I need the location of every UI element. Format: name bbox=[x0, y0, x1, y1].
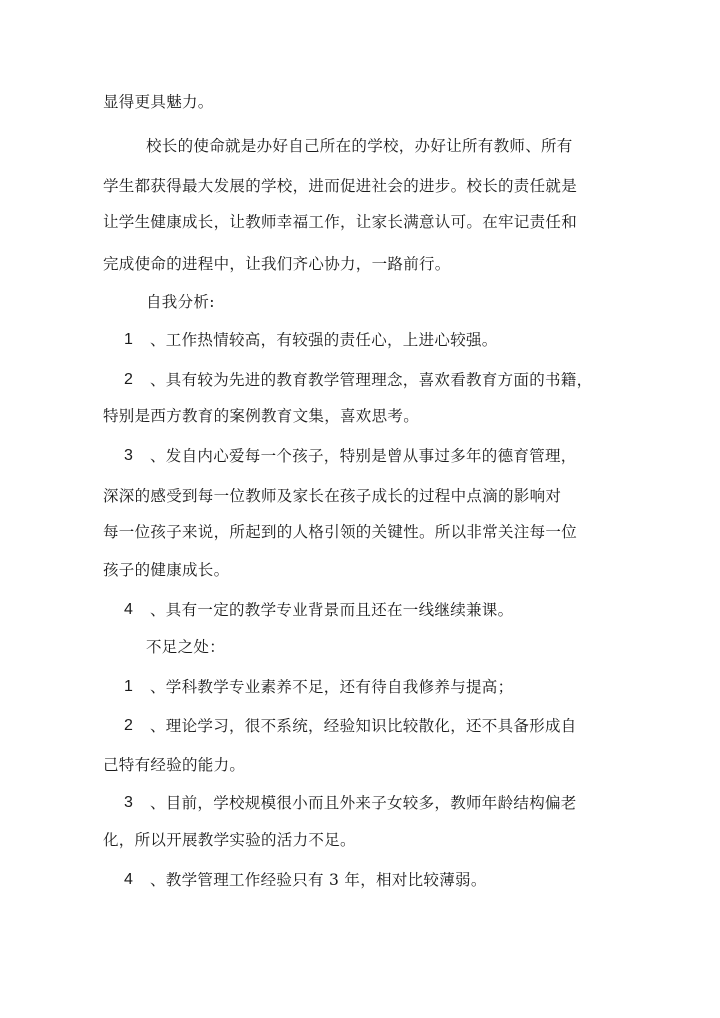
list-number: 2 bbox=[124, 717, 133, 734]
list-item-continuation: 每一位孩子来说，所起到的人格引领的关键性。所以非常关注每一位 bbox=[103, 523, 578, 541]
list-item-text: 、理论学习，很不系统，经验知识比较散化，还不具备形成自 bbox=[150, 717, 577, 735]
list-item-continuation: 己特有经验的能力。 bbox=[103, 756, 246, 774]
list-item-text: 、具有一定的教学专业背景而且还在一线继续兼课。 bbox=[150, 601, 514, 619]
list-number: 2 bbox=[124, 371, 133, 388]
list-number: 3 bbox=[124, 447, 133, 464]
paragraph-line: 显得更具魅力。 bbox=[103, 93, 214, 111]
list-item-text: 、学科教学专业素养不足，还有待自我修养与提高； bbox=[150, 678, 514, 696]
list-number: 3 bbox=[124, 794, 133, 811]
paragraph-line: 完成使命的进程中，让我们齐心协力，一路前行。 bbox=[103, 255, 451, 273]
list-number: 4 bbox=[124, 601, 133, 618]
list-item-text: 、教学管理工作经验只有 3 年，相对比较薄弱。 bbox=[150, 871, 487, 889]
list-item-continuation: 化，所以开展教学实验的活力不足。 bbox=[103, 831, 356, 849]
list-item-continuation: 特别是西方教育的案例教育文集，喜欢思考。 bbox=[103, 407, 420, 425]
paragraph-line: 校长的使命就是办好自己所在的学校，办好让所有教师、所有 bbox=[146, 137, 573, 155]
list-number: 1 bbox=[124, 331, 133, 348]
list-item-text: 、目前，学校规模很小而且外来子女较多，教师年龄结构偏老 bbox=[150, 794, 577, 812]
list-number: 1 bbox=[124, 678, 133, 695]
paragraph-line: 学生都获得最大发展的学校，进而促进社会的进步。校长的责任就是 bbox=[103, 177, 578, 195]
list-item-text: 、发自内心爱每一个孩子，特别是曾从事过多年的德育管理， bbox=[150, 447, 577, 465]
list-item-continuation: 深深的感受到每一位教师及家长在孩子成长的过程中点滴的影响对 bbox=[103, 487, 562, 505]
list-number: 4 bbox=[124, 871, 133, 888]
list-item-text: 、具有较为先进的教育教学管理理念，喜欢看教育方面的书籍， bbox=[150, 371, 593, 389]
list-item-text: 、工作热情较高，有较强的责任心，上进心较强。 bbox=[150, 331, 498, 349]
list-item-continuation: 孩子的健康成长。 bbox=[103, 561, 230, 579]
paragraph-line: 让学生健康成长，让教师幸福工作，让家长满意认可。在牢记责任和 bbox=[103, 213, 578, 231]
section-heading-self-analysis: 自我分析: bbox=[146, 293, 215, 311]
section-heading-shortcomings: 不足之处： bbox=[146, 638, 226, 656]
